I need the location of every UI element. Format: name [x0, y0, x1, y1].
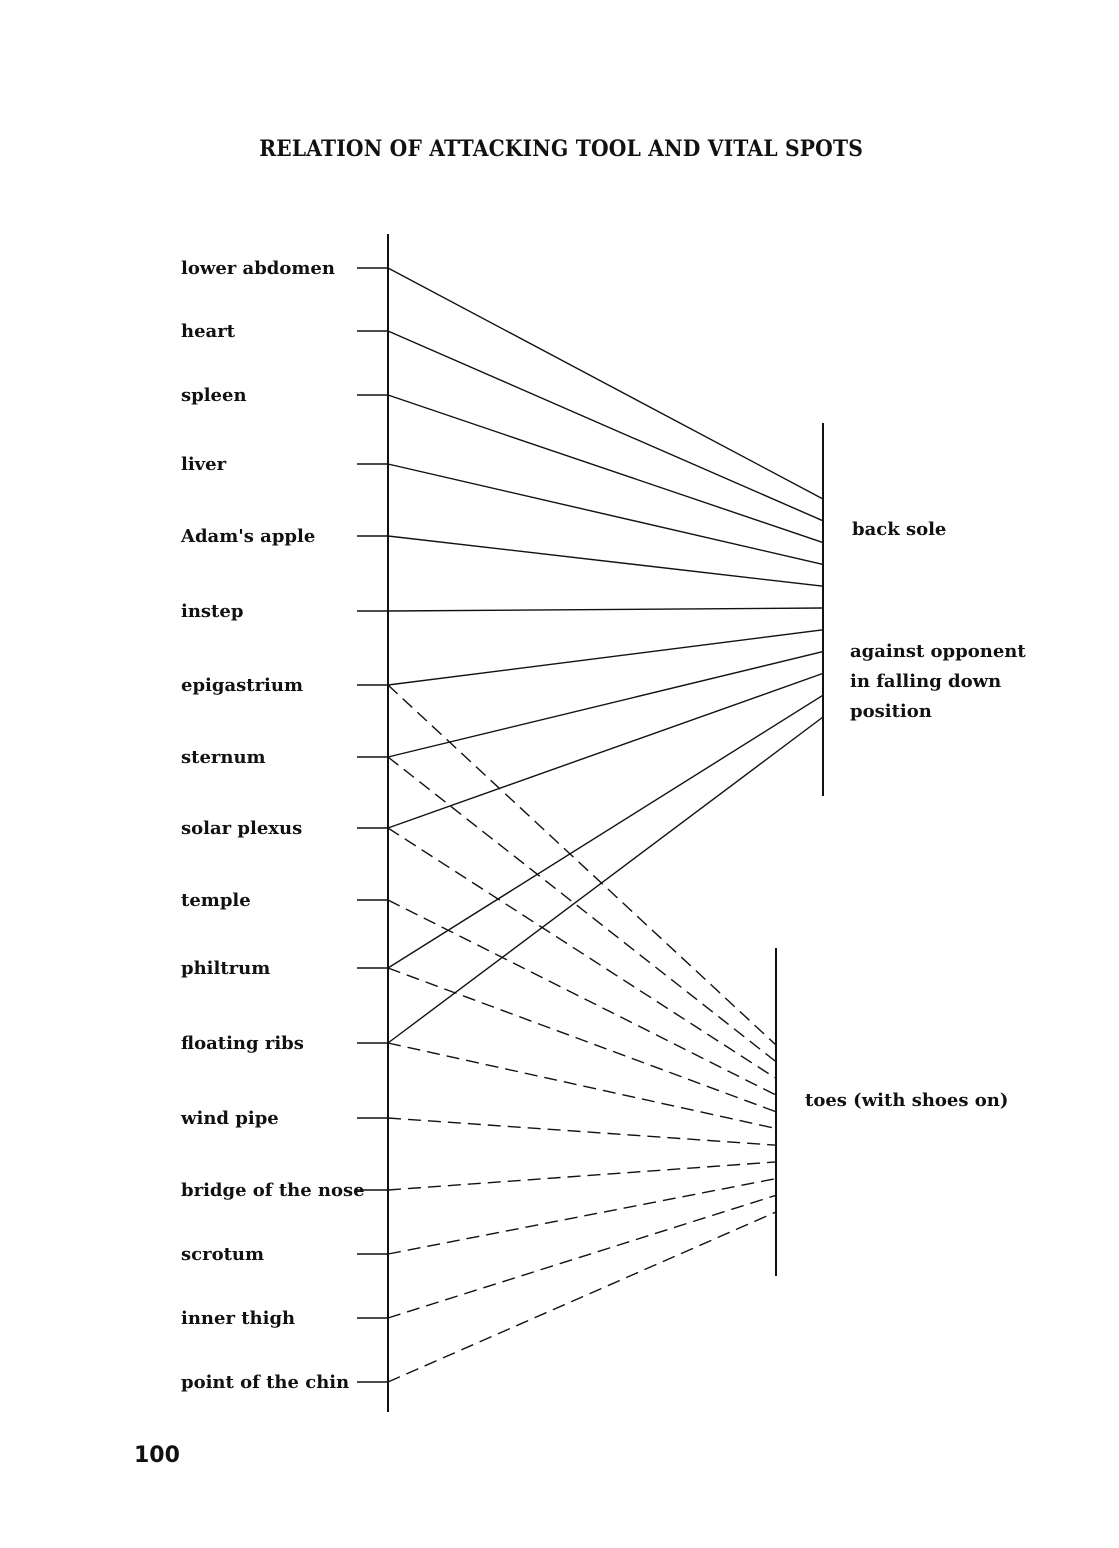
spot-label-solar-plexus: solar plexus	[181, 818, 303, 839]
connection-sternum-to-back-sole	[388, 652, 823, 757]
spot-label-scrotum: scrotum	[181, 1244, 265, 1265]
spot-label-bridge-of-the-nose: bridge of the nose	[181, 1180, 365, 1201]
connection-philtrum-to-back-sole	[388, 695, 823, 968]
spot-label-wind-pipe: wind pipe	[181, 1108, 279, 1129]
connection-inner-thigh-to-toes-with-shoes-on	[388, 1195, 776, 1318]
connection-lines	[388, 268, 823, 1382]
spot-label-lower-abdomen: lower abdomen	[181, 258, 335, 279]
connection-heart-to-back-sole	[388, 331, 823, 521]
connection-lower-abdomen-to-back-sole	[388, 268, 823, 499]
spot-label-temple: temple	[181, 890, 251, 911]
spot-label-inner-thigh: inner thigh	[181, 1308, 296, 1329]
connection-temple-to-toes-with-shoes-on	[388, 900, 776, 1095]
connection-liver-to-back-sole	[388, 464, 823, 564]
connection-solar-plexus-to-back-sole	[388, 673, 823, 828]
spot-label-epigastrium: epigastrium	[181, 675, 304, 696]
page-title: RELATION OF ATTACKING TOOL AND VITAL SPOTS	[259, 136, 864, 162]
connection-philtrum-to-toes-with-shoes-on	[388, 968, 776, 1112]
spot-ticks	[357, 268, 388, 1382]
page-number: 100	[134, 1443, 180, 1468]
connection-bridge-of-the-nose-to-toes-with-shoes-on	[388, 1162, 776, 1190]
tool-note-line-2: in falling down	[850, 671, 1002, 692]
labels	[180, 258, 1026, 1393]
spot-label-sternum: sternum	[181, 747, 266, 768]
connection-floating-ribs-to-toes-with-shoes-on	[388, 1043, 776, 1129]
connection-spleen-to-back-sole	[388, 395, 823, 543]
connection-point-of-the-chin-to-toes-with-shoes-on	[388, 1212, 776, 1382]
connection-floating-ribs-to-back-sole	[388, 717, 823, 1043]
spot-label-spleen: spleen	[181, 385, 247, 406]
spot-label-instep: instep	[181, 601, 244, 622]
tool-label-toes-with-shoes-on: toes (with shoes on)	[805, 1090, 1009, 1111]
connection-epigastrium-to-back-sole	[388, 630, 823, 685]
connection-sternum-to-toes-with-shoes-on	[388, 757, 776, 1062]
spot-label-floating-ribs: floating ribs	[181, 1033, 304, 1054]
spot-label-adam-s-apple: Adam's apple	[181, 526, 316, 547]
connection-adam-s-apple-to-back-sole	[388, 536, 823, 586]
tool-label-back-sole: back sole	[852, 519, 947, 540]
spot-label-liver: liver	[181, 454, 227, 475]
spot-label-heart: heart	[181, 321, 235, 342]
connection-wind-pipe-to-toes-with-shoes-on	[388, 1118, 776, 1145]
tool-note-line-1: against opponent	[850, 641, 1026, 662]
connection-instep-to-back-sole	[388, 608, 823, 611]
connection-scrotum-to-toes-with-shoes-on	[388, 1179, 776, 1254]
axis-lines	[388, 234, 823, 1412]
tool-note-line-3: position	[850, 701, 932, 722]
spot-label-point-of-the-chin: point of the chin	[181, 1372, 350, 1393]
spot-label-philtrum: philtrum	[181, 958, 271, 979]
